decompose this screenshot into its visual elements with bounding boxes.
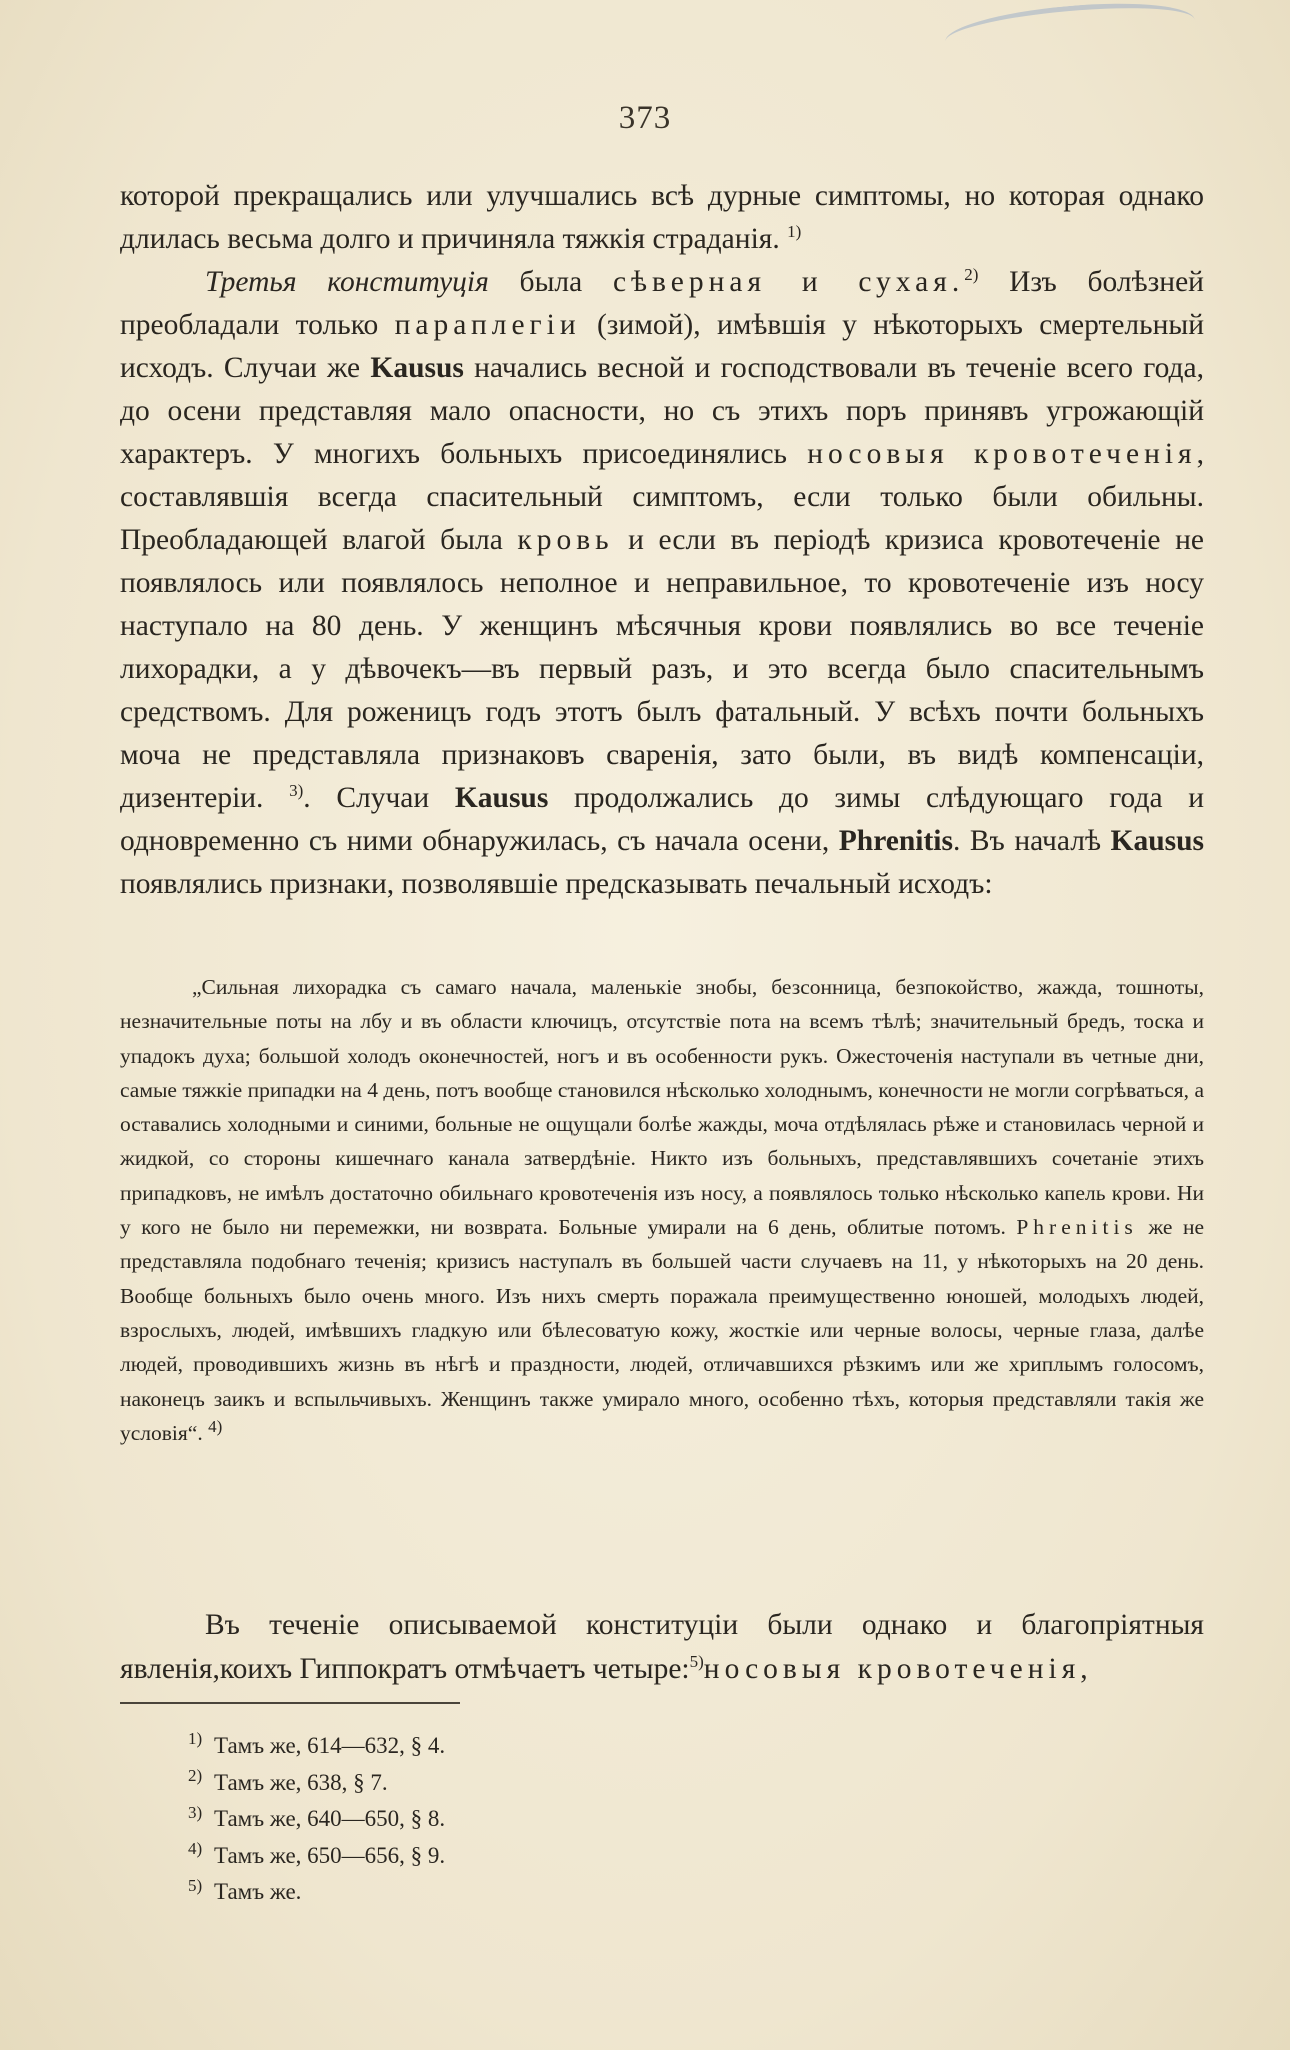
text-run: начались весной и господствовали въ теченіе всего года, до осени представляя мало опасности, но съ этихъ поръ принявъ угрожающій характеръ. У многихъ больныхъ присоединялись xyxy=(120,352,1204,470)
footnote-text: Тамъ же, 638, § 7. xyxy=(214,1769,388,1795)
footnote-ref: 3) xyxy=(289,781,304,801)
footnote-ref: 2) xyxy=(964,265,979,285)
quote-paragraph xyxy=(120,970,1204,1450)
spaced-emphasis: носовыя кровотеченія xyxy=(807,438,1197,470)
library-stamp xyxy=(943,0,1196,66)
footnote: $^{1)}$ Тамъ же, 614—632, § 4. xyxy=(188,1729,446,1758)
footnote-text: Тамъ же, 640—650, § 8. xyxy=(214,1806,446,1832)
text-run: (зимой), имѣвшія у нѣкоторыхъ смертельный исходъ. Случаи же xyxy=(120,309,1204,384)
paragraph-continuation xyxy=(120,175,1204,261)
term-phrenitis: Phrenitis xyxy=(838,825,953,857)
footnote: $^{5)}$ Тамъ же. xyxy=(188,1875,302,1905)
spaced-emphasis: сѣверная и сухая. xyxy=(612,266,965,298)
block-quote xyxy=(120,970,1204,1450)
text-run: была xyxy=(488,266,613,298)
main-text xyxy=(120,175,1204,906)
footnote-text: Тамъ же. xyxy=(214,1879,302,1905)
term-kausus: Kausus xyxy=(454,782,549,814)
footnote-text: Тамъ же, 614—632, § 4. xyxy=(214,1733,446,1758)
quote-text: „Сильная лихорадка съ самаго начала, маленькіе знобы, безсонница, безпокойство, жажда, тошноты, незначительные поты на лбу и въ области ключицъ, отсутствіе пота на всемъ тѣлѣ; значительный бредъ, тоска и упадокъ духа; большой холодъ оконечностей, ногъ и въ особенности рукъ. Ожесточенія наступали въ четные дни, самые тяжкіе припадки на 4 день, потъ вообще становился нѣсколько холоднымъ, конечности не могли согрѣваться, а оставались холодными и синими, больные не ощущали болѣе жажды, моча отдѣлялась рѣже и становилась черной и жидкой, со стороны кишечнаго канала затвердѣніе. Никто изъ больныхъ, представлявшихъ сочетаніе этихъ припадковъ, не имѣлъ достаточно обильнаго кровотеченія изъ носу, а появлялось только нѣсколько капель крови. Ни у кого не было ни перемежки, ни возврата. Больные умирали на 6 день, облитые потомъ. xyxy=(120,975,1204,1240)
footnotes xyxy=(188,1728,888,1911)
footnote: $^{3)}$ Тамъ же, 640—650, § 8. xyxy=(188,1802,446,1832)
footnote-divider xyxy=(120,1702,460,1704)
spaced-emphasis: Phrenitis xyxy=(1016,1215,1138,1240)
spaced-emphasis: кровь xyxy=(517,524,614,556)
text-run: и если въ періодѣ кризиса кровотеченіе не появлялось или появлялось неполное и неправильное, то кровотеченіе изъ носу наступало на 80 день. У женщинъ мѣсячныя крови появлялись во все теченіе лихорадки, а у дѣвочекъ—въ первый разъ, и это всегда было спасительнымъ средствомъ. Для роженицъ годъ этотъ былъ фатальный. У всѣхъ почти больныхъ моча не представляла признаковъ сваренія, зато были, въ видѣ компенсаціи, дизентеріи. xyxy=(120,524,1204,814)
paragraph-text: которой прекращались или улучшались всѣ дурные симптомы, но которая однако длилась весьма долго и причиняла тяжкія страданія. xyxy=(120,180,1204,255)
spaced-emphasis: носовыя кровотеченія xyxy=(703,1653,1081,1685)
text-run: . Случаи xyxy=(303,782,455,814)
term-kausus: Kausus xyxy=(1110,825,1205,857)
text-run: появлялись признаки, позволявшіе предсказывать печальный исходъ: xyxy=(120,868,993,900)
quote-text: же не представляла подобнаго теченія; кризисъ наступалъ въ большей части случаевъ на 11, у нѣкоторыхъ на 20 день. Вообще больныхъ было очень много. Изъ нихъ смерть поражала преимущественно юношей, молодыхъ людей, взрослыхъ, людей, имѣвшихъ гладкую или бѣлесоватую кожу, жосткіе или черные волосы, черные глаза, далѣе людей, проводившихъ жизнь въ нѣгѣ и праздности, людей, отличавшихся рѣзкимъ или же хриплымъ голосомъ, наконецъ заикъ и вспыльчивыхъ. Женщинъ также умирало много, особенно тѣхъ, которыя представляли такія же условія“. xyxy=(120,1215,1204,1445)
footnote: $^{4)}$ Тамъ же, 650—656, § 9. xyxy=(188,1839,446,1868)
text-run: . Въ началѣ xyxy=(952,825,1111,857)
footnote-ref: 4) xyxy=(208,1416,223,1436)
text-run: продолжались до зимы слѣдующаго года и одновременно съ ними обнаружилась, съ начала осени, xyxy=(120,782,1205,857)
footnote-text: Тамъ же, 650—656, § 9. xyxy=(214,1842,446,1868)
paragraph-favorable xyxy=(120,1603,1204,1691)
footnote-ref: 5) xyxy=(689,1652,704,1672)
page-number: 373 xyxy=(618,100,672,136)
spaced-emphasis: параплегіи xyxy=(394,309,581,341)
text-run: , xyxy=(1080,1653,1088,1685)
term-kausus: Kausus xyxy=(370,352,464,384)
constitution-title: Третья конституція xyxy=(205,266,489,298)
paragraph-third-constitution xyxy=(120,261,1204,906)
text-run: Въ теченіе описываемой конституціи были однако и благопріятныя явленія,коихъ Гиппократъ отмѣчаетъ четыре: xyxy=(120,1609,1204,1685)
text-run: , составлявшія всегда спасительный симптомъ, если только были обильны. Преобладающей влагой была xyxy=(120,438,1204,556)
footnote: $^{2)}$ Тамъ же, 638, § 7. xyxy=(188,1765,388,1795)
closing-paragraph xyxy=(120,1603,1204,1691)
footnote-ref: 1) xyxy=(787,222,802,242)
text-run: Изъ болѣзней преобладали только xyxy=(120,266,1204,341)
